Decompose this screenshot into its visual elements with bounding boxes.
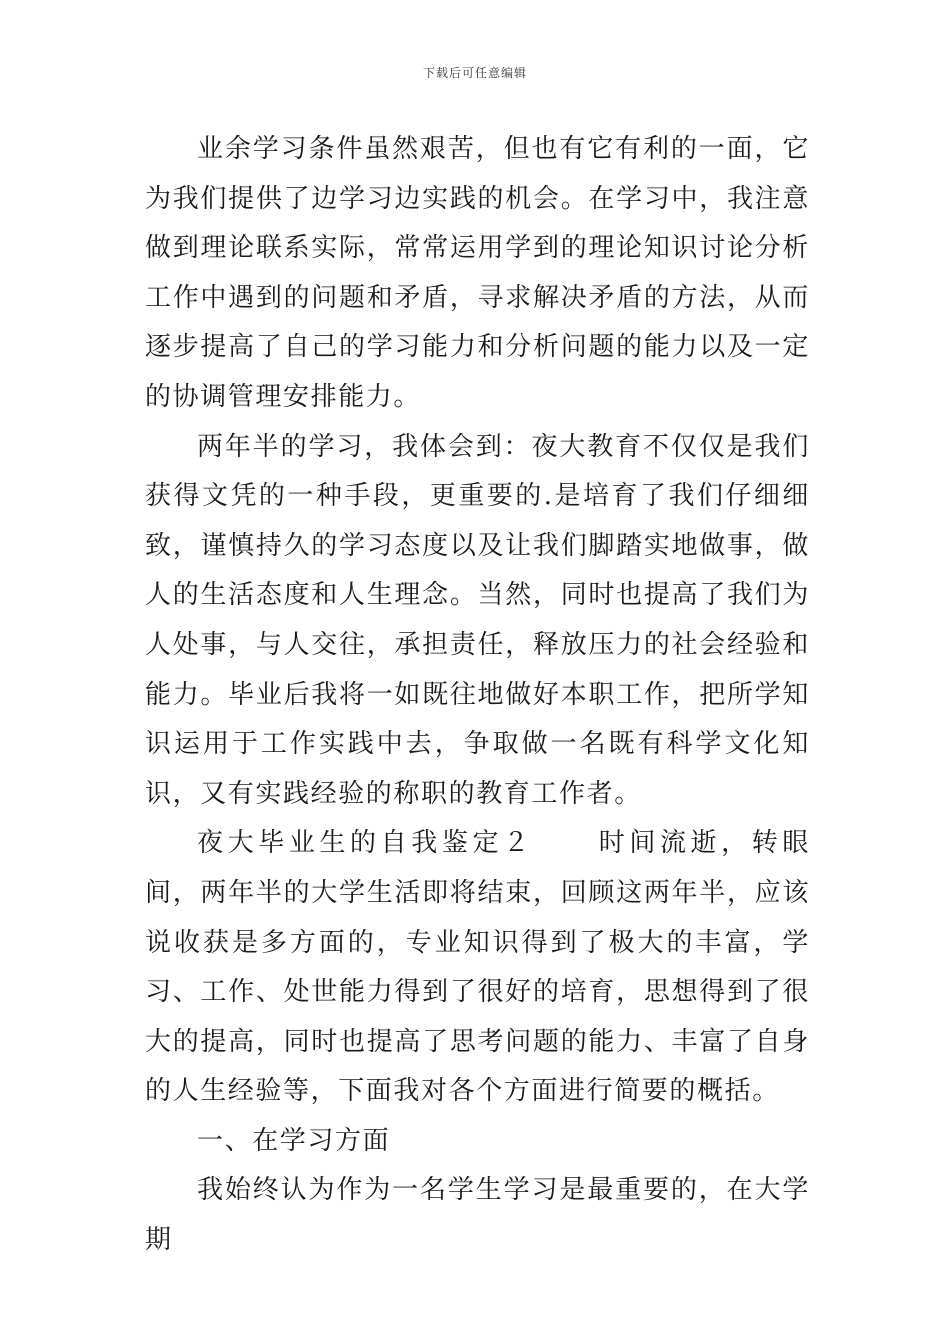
paragraph-study-importance: 我始终认为作为一名学生学习是最重要的，在大学期 bbox=[145, 1175, 810, 1256]
section-title: 夜大毕业生的自我鉴定２ bbox=[197, 828, 534, 859]
paragraph-study-conditions: 业余学习条件虽然艰苦，但也有它有利的一面，它为我们提供了边学习边实践的机会。在学习中，我注意做到理论联系实际，常常运用学到的理论知识讨论分析工作中遇到的问题和矛盾，寻求解决矛盾的方法，从而逐步提高了自己的学习能力和分析问题的能力以及一定的协调管理安排能力。 bbox=[145, 134, 810, 412]
paragraph-self-appraisal-2 bbox=[145, 819, 810, 1117]
heading-study-aspect: 一、在学习方面 bbox=[197, 1125, 391, 1156]
document-body bbox=[145, 125, 810, 1266]
section-intro-text: 时间流逝，转眼间，两年半的大学生活即将结束，回顾这两年半，应该说收获是多方面的，专业知识得到了极大的丰富，学习、工作、处世能力得到了很好的培育，思想得到了很大的提高，同时也提高了思考问题的能力、丰富了自身的人生经验等，下面我对各个方面进行简要的概括。 bbox=[145, 828, 810, 1107]
paragraph-study-experience: 两年半的学习，我体会到：夜大教育不仅仅是我们获得文凭的一种手段，更重要的.是培育了我们仔细细致，谨慎持久的学习态度以及让我们脚踏实地做事，做人的生活态度和人生理念。当然，同时也提高了我们为人处事，与人交往，承担责任，释放压力的社会经验和能力。毕业后我将一如既往地做好本职工作，把所学知识运用于工作实践中去，争取做一名既有科学文化知识，又有实践经验的称职的教育工作者。 bbox=[145, 431, 810, 809]
page-header-note: 下载后可任意编辑 bbox=[422, 66, 527, 80]
